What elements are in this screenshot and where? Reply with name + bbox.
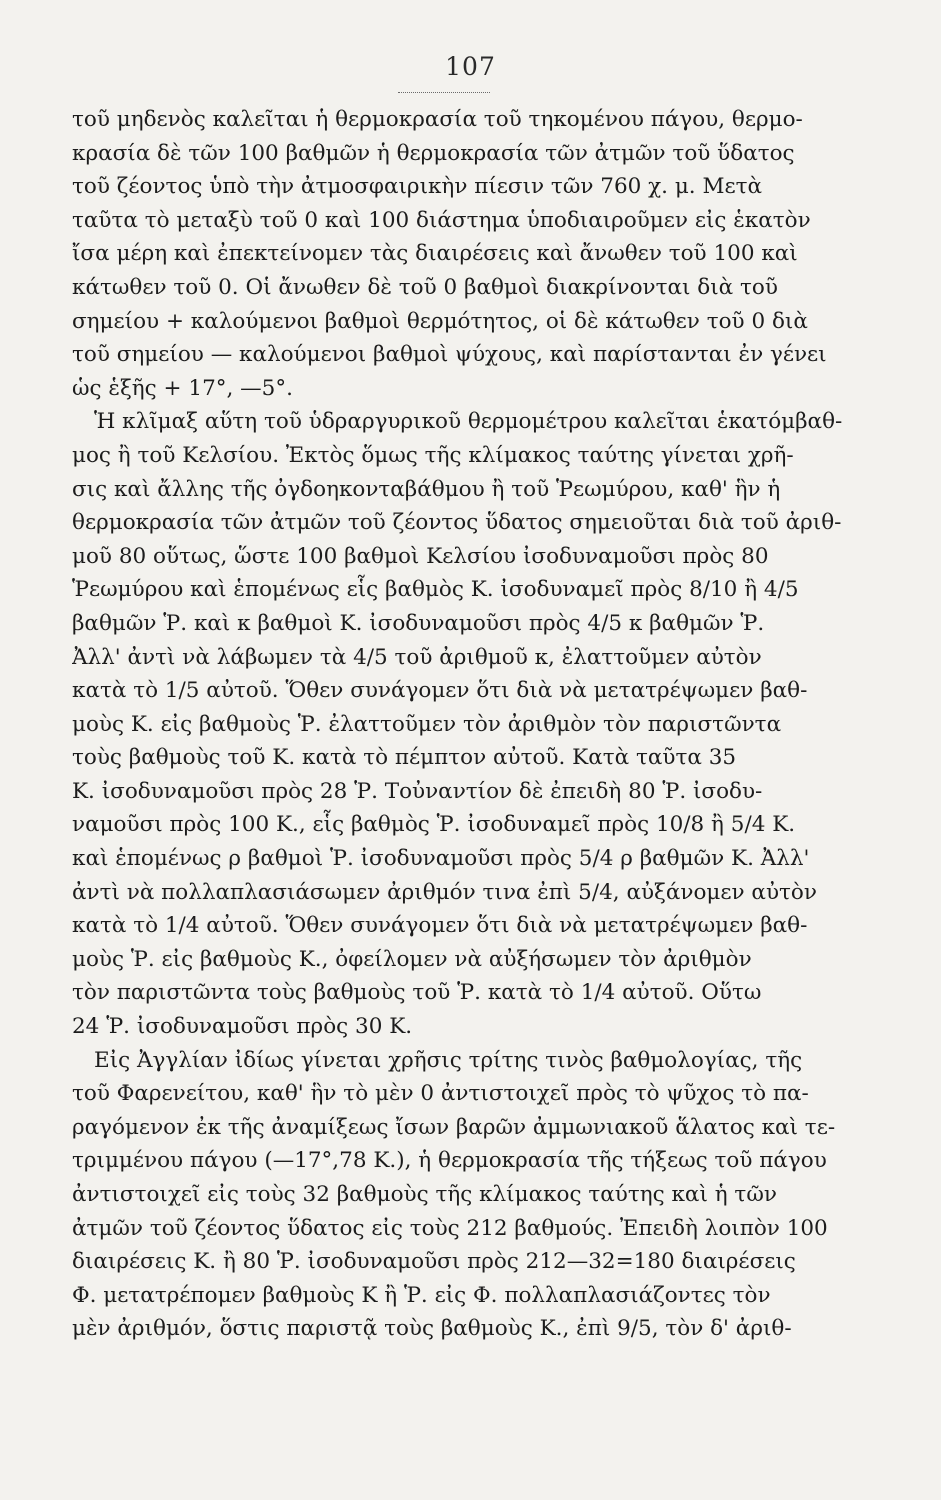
text-line: ναμοῦσι πρὸς 100 Κ., εἷς βαθμὸς Ῥ. ἰσοδυναμεῖ πρὸς 10/8 ἢ 5/4 Κ. (72, 812, 796, 838)
text-line: ραγόμενον ἐκ τῆς ἀναμίξεως ἴσων βαρῶν ἀμμωνιακοῦ ἅλατος καὶ τε- (72, 1114, 836, 1140)
text-line: Κ. ἰσοδυναμοῦσι πρὸς 28 Ῥ. Τοὐναντίον δὲ ἐπειδὴ 80 Ῥ. ἰσοδυ- (72, 778, 763, 804)
text-line: τριμμένου πάγου (—17°,78 Κ.), ἡ θερμοκρασία τῆς τήξεως τοῦ πάγου (72, 1148, 827, 1174)
text-line: μὲν ἀριθμόν, ὅστις παριστᾷ τοὺς βαθμοὺς Κ., ἐπὶ 9/5, τὸν δ' ἀριθ- (72, 1316, 792, 1342)
text-line: κατὰ τὸ 1/4 αὐτοῦ. Ὅθεν συνάγομεν ὅτι διὰ νὰ μετατρέψωμεν βαθ- (72, 913, 808, 939)
text-line: Ἀλλ' ἀντὶ νὰ λάβωμεν τὰ 4/5 τοῦ ἀριθμοῦ κ, ἐλαττοῦμεν αὐτὸν (72, 644, 762, 670)
text-line: τοῦ Φαρενείτου, καθ' ἣν τὸ μὲν 0 ἀντιστοιχεῖ πρὸς τὸ ψῦχος τὸ πα- (72, 1081, 809, 1107)
header-rule (398, 92, 490, 93)
body-text (72, 103, 877, 1346)
text-line: μος ἢ τοῦ Κελσίου. Ἐκτὸς ὅμως τῆς κλίμακος ταύτης γίνεται χρῆ- (72, 442, 794, 468)
text-line: σημείου + καλούμενοι βαθμοὶ θερμότητος, οἱ δὲ κάτωθεν τοῦ 0 διὰ (72, 308, 808, 334)
text-line: ἀτμῶν τοῦ ζέοντος ὕδατος εἰς τοὺς 212 βαθμούς. Ἐπειδὴ λοιπὸν 100 (72, 1215, 828, 1241)
text-line: τὸν παριστῶντα τοὺς βαθμοὺς τοῦ Ῥ. κατὰ τὸ 1/4 αὐτοῦ. Οὕτω (72, 980, 762, 1006)
text-line: τοῦ μηδενὸς καλεῖται ἡ θερμοκρασία τοῦ τηκομένου πάγου, θερμο- (72, 107, 803, 132)
text-line: σις καὶ ἄλλης τῆς ὀγδοηκονταβάθμου ἢ τοῦ Ῥεωμύρου, καθ' ἣν ἡ (72, 476, 781, 502)
text-line: ἴσα μέρη καὶ ἐπεκτείνομεν τὰς διαιρέσεις καὶ ἄνωθεν τοῦ 100 καὶ (72, 241, 798, 267)
text-line: ὡς ἑξῆς + 17°, —5°. (72, 375, 293, 401)
text-line: κάτωθεν τοῦ 0. Οἱ ἄνωθεν δὲ τοῦ 0 βαθμοὶ διακρίνονται διὰ τοῦ (72, 274, 778, 300)
text-line: καὶ ἑπομένως ρ βαθμοὶ Ῥ. ἰσοδυναμοῦσι πρὸς 5/4 ρ βαθμῶν Κ. Ἀλλ' (72, 846, 810, 872)
text-line: μοῦ 80 οὕτως, ὥστε 100 βαθμοὶ Κελσίου ἰσοδυναμοῦσι πρὸς 80 (72, 543, 769, 569)
text-line: ἀντιστοιχεῖ εἰς τοὺς 32 βαθμοὺς τῆς κλίμακος ταύτης καὶ ἡ τῶν (72, 1182, 777, 1207)
text-line: τοὺς βαθμοὺς τοῦ Κ. κατὰ τὸ πέμπτον αὐτοῦ. Κατὰ ταῦτα 35 (72, 745, 737, 771)
text-line: βαθμῶν Ῥ. καὶ κ βαθμοὶ Κ. ἰσοδυναμοῦσι πρὸς 4/5 κ βαθμῶν Ῥ. (72, 610, 765, 636)
text-line: κρασία δὲ τῶν 100 βαθμῶν ἡ θερμοκρασία τῶν ἀτμῶν τοῦ ὕδατος (72, 140, 795, 166)
text-line: Ῥεωμύρου καὶ ἑπομένως εἷς βαθμὸς Κ. ἰσοδυναμεῖ πρὸς 8/10 ἢ 4/5 (72, 577, 799, 603)
text-line: μοὺς Κ. εἰς βαθμοὺς Ῥ. ἐλαττοῦμεν τὸν ἀριθμὸν τὸν παριστῶντα (72, 711, 782, 737)
text-line: τοῦ ζέοντος ὑπὸ τὴν ἀτμοσφαιρικὴν πίεσιν τῶν 760 χ. μ. Μετὰ (72, 174, 763, 200)
text-line: τοῦ σημείου — καλούμενοι βαθμοὶ ψύχους, καὶ παρίστανται ἐν γένει (72, 342, 827, 368)
text-line: μοὺς Ῥ. εἰς βαθμοὺς Κ., ὀφείλομεν νὰ αὐξήσωμεν τὸν ἀριθμὸν (72, 946, 752, 972)
page-number: 107 (445, 52, 496, 81)
text-line: Φ. μετατρέπομεν βαθμοὺς Κ ἢ Ῥ. εἰς Φ. πολλαπλασιάζοντες τὸν (72, 1282, 771, 1308)
text-line: 24 Ῥ. ἰσοδυναμοῦσι πρὸς 30 Κ. (72, 1014, 413, 1040)
text-line: Εἰς Ἀγγλίαν ἰδίως γίνεται χρῆσις τρίτης τινὸς βαθμολογίας, τῆς (94, 1047, 803, 1073)
text-line: Ἡ κλῖμαξ αὕτη τοῦ ὑδραργυρικοῦ θερμομέτρου καλεῖται ἑκατόμβαθ- (94, 409, 843, 435)
text-line: διαιρέσεις Κ. ἢ 80 Ῥ. ἰσοδυναμοῦσι πρὸς 212—32=180 διαιρέσεις (72, 1249, 796, 1275)
text-line: ἀντὶ νὰ πολλαπλασιάσωμεν ἀριθμόν τινα ἐπὶ 5/4, αὐξάνομεν αὐτὸν (72, 879, 817, 905)
text-line: θερμοκρασία τῶν ἀτμῶν τοῦ ζέοντος ὕδατος σημειοῦται διὰ τοῦ ἀριθ- (72, 510, 842, 536)
text-line: ταῦτα τὸ μεταξὺ τοῦ 0 καὶ 100 διάστημα ὑποδιαιροῦμεν εἰς ἑκατὸν (72, 207, 811, 233)
text-line: κατὰ τὸ 1/5 αὐτοῦ. Ὅθεν συνάγομεν ὅτι διὰ νὰ μετατρέψωμεν βαθ- (72, 678, 808, 704)
